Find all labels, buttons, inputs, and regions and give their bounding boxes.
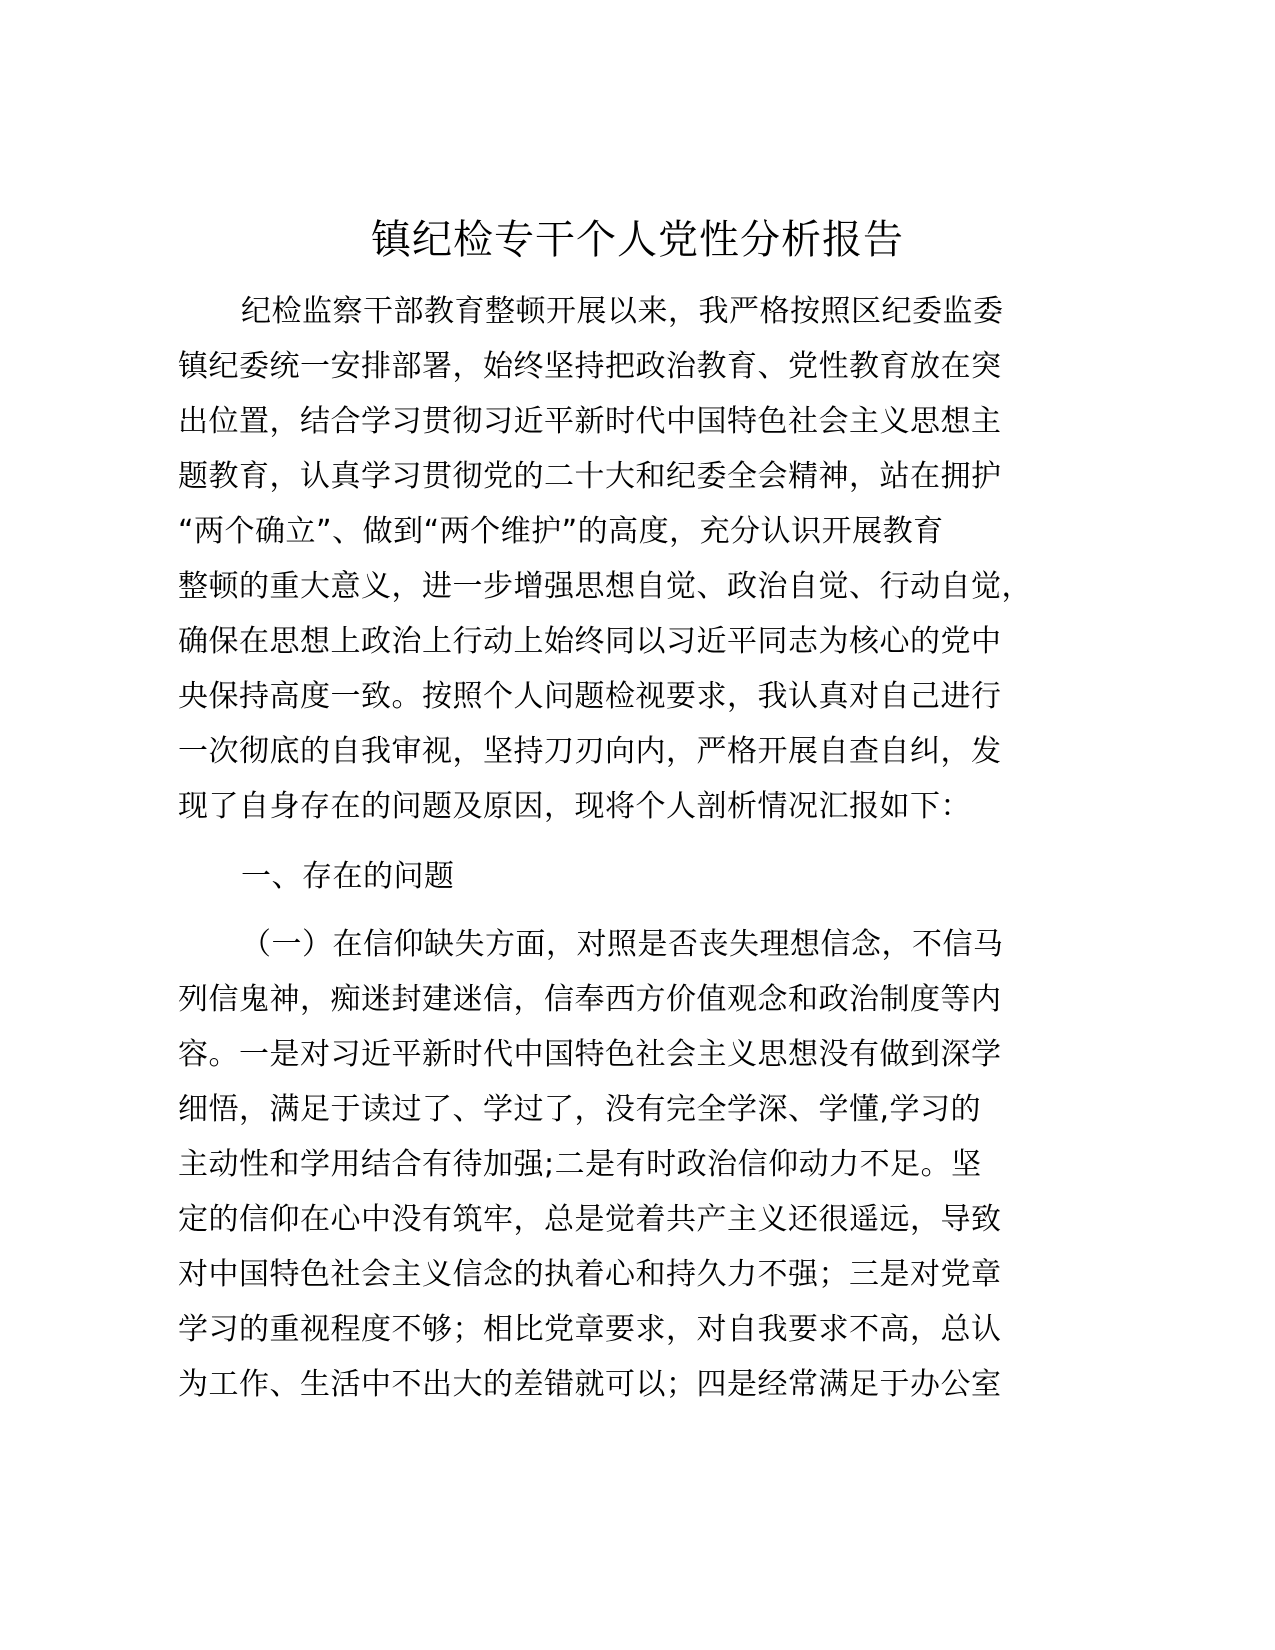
document-title: 镇纪检专干个人党性分析报告 [371,217,904,263]
text-line: 央保持高度一致。按照个人问题检视要求，我认真对自己进行 [178,679,1002,714]
text-line: 现了自身存在的问题及原因，现将个人剖析情况汇报如下： [178,789,971,824]
text-line: 容。一是对习近平新时代中国特色社会主义思想没有做到深学 [178,1037,1002,1072]
heading-line: 一、存在的问题 [241,859,455,894]
text-line: 学习的重视程度不够；相比党章要求，对自我要求不高，总认 [178,1312,1002,1347]
text-line: 整顿的重大意义，进一步增强思想自觉、政治自觉、行动自觉， [178,569,1032,604]
text-line: （一）在信仰缺失方面，对照是否丧失理想信念，不信马 [241,927,1004,962]
text-line: 出位置，结合学习贯彻习近平新时代中国特色社会主义思想主 [178,404,1002,439]
text-line: 题教育，认真学习贯彻党的二十大和纪委全会精神，站在拥护 [178,459,1002,494]
text-line: 为工作、生活中不出大的差错就可以；四是经常满足于办公室 [178,1367,1002,1402]
text-line: 列信鬼神，痴迷封建迷信，信奉西方价值观念和政治制度等内 [178,982,1002,1017]
text-line: 一次彻底的自我审视，坚持刀刃向内，严格开展自查自纠，发 [178,734,1002,769]
text-line: 细悟，满足于读过了、学过了，没有完全学深、学懂,学习的 [178,1092,982,1127]
text-line: 定的信仰在心中没有筑牢，总是觉着共产主义还很遥远，导致 [178,1202,1002,1237]
text-line: 确保在思想上政治上行动上始终同以习近平同志为核心的党中 [178,624,1002,659]
text-line: 纪检监察干部教育整顿开展以来，我严格按照区纪委监委 [241,294,1004,329]
text-line: 镇纪委统一安排部署，始终坚持把政治教育、党性教育放在突 [178,349,1002,384]
text-line: 对中国特色社会主义信念的执着心和持久力不强；三是对党章 [178,1257,1002,1292]
text-line: “两个确立”、做到“两个维护”的高度，充分认识开展教育 [178,514,944,549]
text-line: 主动性和学用结合有待加强;二是有时政治信仰动力不足。坚 [178,1147,982,1182]
